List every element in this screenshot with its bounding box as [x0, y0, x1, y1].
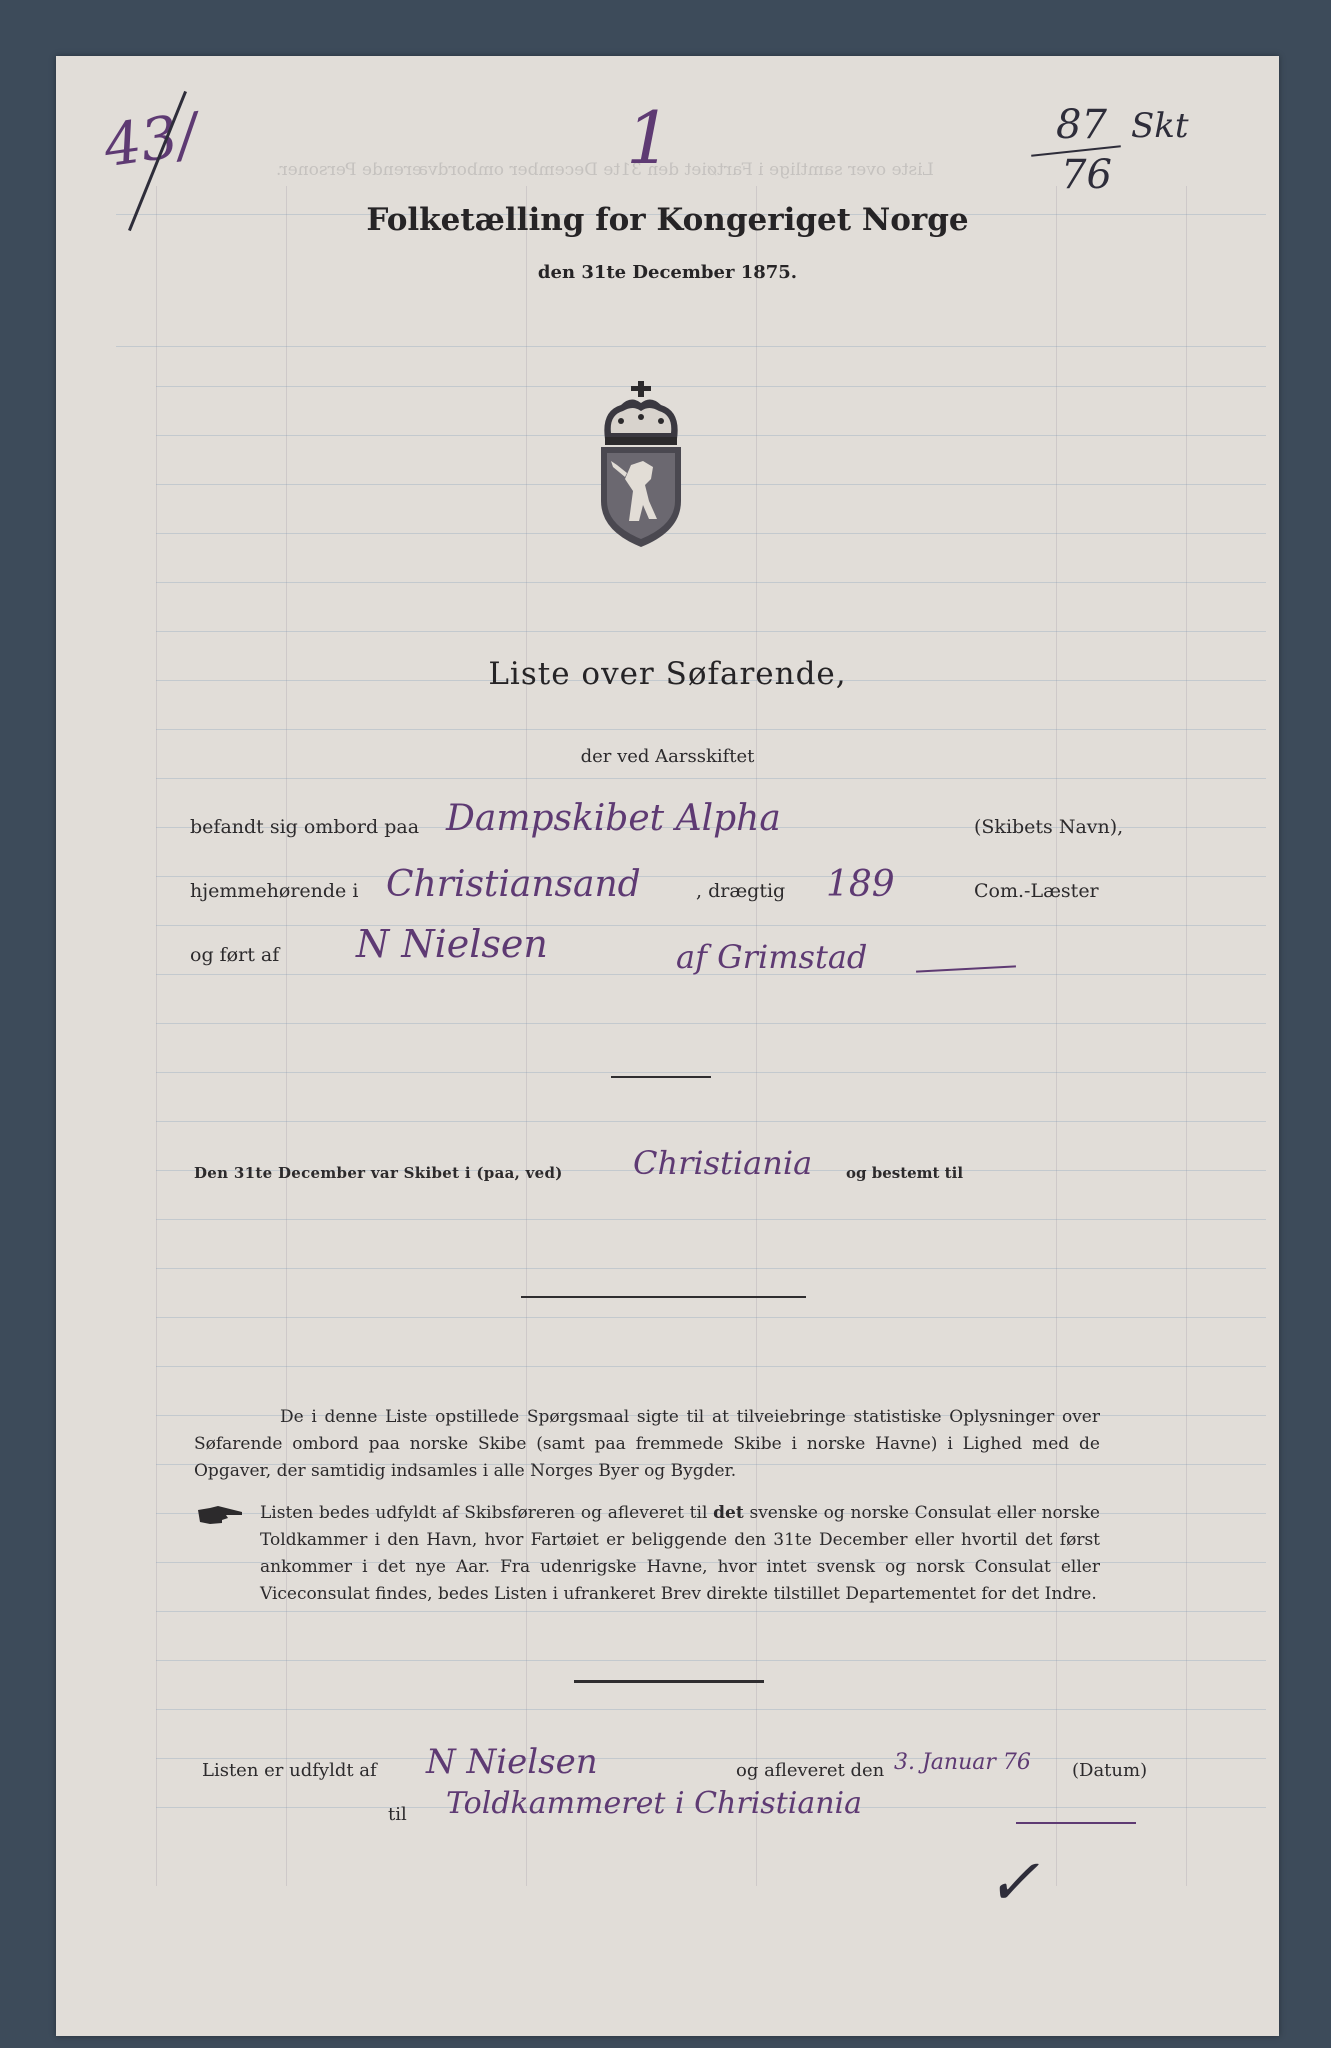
coat-of-arms-icon — [591, 381, 691, 551]
bleed-through-column-line — [1186, 186, 1187, 1886]
filled-by-field: N Nielsen — [426, 1742, 598, 1782]
bleed-through-row-line — [156, 1268, 1266, 1269]
date-field: 3. Januar 76 — [894, 1750, 1031, 1775]
home-port-field: Christiansand — [386, 864, 641, 905]
instructions-emphasis: det — [713, 1503, 744, 1523]
ship-name-suffix: (Skibets Navn), — [974, 816, 1124, 838]
captain-origin-field: af Grimstad — [676, 938, 868, 976]
instructions-text: svenske og norske Consulat eller norske Toldkammer i den Havn, hvor Fartøiet er beliggende den 31te December eller hvortil det først ankommer i det nye Aar. Fra udenrigske Havne, hvor intet svensk og norsk Consulat eller Viceconsulat findes, bedes Listen i ufrankeret Brev direkte tilstillet Departementet for det Indre. — [260, 1503, 1100, 1604]
bleed-through-row-line — [156, 1072, 1266, 1073]
bleed-through-row-line — [156, 533, 1266, 534]
bleed-through-row-line — [156, 1317, 1266, 1318]
intro-line: der ved Aarsskiftet — [580, 746, 755, 767]
bleed-through-row-line — [156, 729, 1266, 730]
bleed-through-column-line — [1056, 186, 1057, 1886]
bleed-through-row-line — [116, 346, 1266, 347]
fraction-word-annotation: Skt — [1131, 106, 1189, 146]
ship-label: befandt sig ombord paa — [190, 816, 420, 838]
bleed-through-row-line — [156, 778, 1266, 779]
home-port-label: hjemmehørende i — [190, 880, 359, 902]
destination-label: og bestemt til — [846, 1164, 964, 1182]
page-title: Folketælling for Kongeriget Norge — [366, 202, 969, 238]
captain-name-field: N Nielsen — [356, 922, 548, 966]
bleed-through-row-line — [156, 1709, 1266, 1710]
instructions-paragraph-1: De i denne Liste opstillede Spørgsmaal sigte til at tilveiebringe statistiske Oplysninger over Søfarende ombord paa norske Skibe (samt paa fremmede Skibe i norske Havne) i Lighed med de Opgaver, der samtidig indsamles i alle Norges Byer og Bygder. — [194, 1407, 1100, 1481]
bleed-through-column-line — [286, 186, 287, 1886]
list-title: Liste over Søfarende, — [488, 656, 847, 692]
captain-label: og ført af — [190, 944, 280, 966]
bleed-through-row-line — [156, 484, 1266, 485]
bleed-through-row-line — [156, 386, 1266, 387]
bleed-through-text: Liste over samtlige i Fartøiet den 31te December ombordværende Personer. — [276, 160, 934, 180]
bleed-through-row-line — [156, 876, 1266, 877]
census-form-page — [56, 56, 1279, 2036]
bleed-through-row-line — [156, 435, 1266, 436]
bleed-through-row-line — [156, 1023, 1266, 1024]
recipient-field: Toldkammeret i Christiania — [446, 1786, 863, 1821]
filled-by-label: Listen er udfyldt af — [202, 1760, 377, 1781]
section-divider — [611, 1076, 711, 1078]
bleed-through-row-line — [156, 1121, 1266, 1122]
bleed-through-row-line — [156, 1366, 1266, 1367]
bleed-through-column-line — [156, 186, 157, 1886]
tonnage-unit: Com.-Læster — [974, 880, 1099, 902]
tonnage-label: , drægtig — [696, 880, 786, 902]
bleed-through-row-line — [156, 1660, 1266, 1661]
checkmark-annotation: ✓ — [986, 1846, 1040, 1920]
tonnage-field: 189 — [826, 864, 895, 905]
bleed-through-column-line — [756, 186, 757, 1886]
instructions-text: Listen bedes udfyldt af Skibsføreren og afleveret til — [260, 1503, 714, 1523]
recipient-flourish — [1016, 1822, 1136, 1824]
footer-divider — [574, 1680, 764, 1683]
bleed-through-row-line — [156, 631, 1266, 632]
bleed-through-row-line — [156, 1219, 1266, 1220]
delivered-label: og afleveret den — [736, 1760, 885, 1781]
instructions-paragraph-2 — [260, 1500, 1100, 1608]
recipient-label: til — [388, 1804, 407, 1825]
destination-line — [521, 1296, 806, 1298]
fraction-bottom-annotation: 76 — [1061, 152, 1112, 198]
fraction-top-annotation: 87 — [1056, 102, 1107, 148]
bleed-through-column-line — [526, 186, 527, 1886]
bleed-through-row-line — [156, 1611, 1266, 1612]
page-number-annotation: 1 — [626, 96, 672, 180]
captain-flourish — [916, 965, 1016, 972]
pointing-hand-icon — [196, 1504, 244, 1526]
bleed-through-row-line — [156, 925, 1266, 926]
datum-label: (Datum) — [1072, 1760, 1148, 1781]
page-subtitle: den 31te December 1875. — [537, 262, 798, 283]
location-field: Christiania — [633, 1144, 813, 1182]
location-label: Den 31te December var Skibet i (paa, ved) — [194, 1164, 563, 1182]
bleed-through-row-line — [156, 582, 1266, 583]
bleed-through-row-line — [156, 1758, 1266, 1759]
ship-name-field: Dampskibet Alpha — [446, 798, 781, 839]
archive-number-annotation: 43/ — [99, 99, 202, 181]
